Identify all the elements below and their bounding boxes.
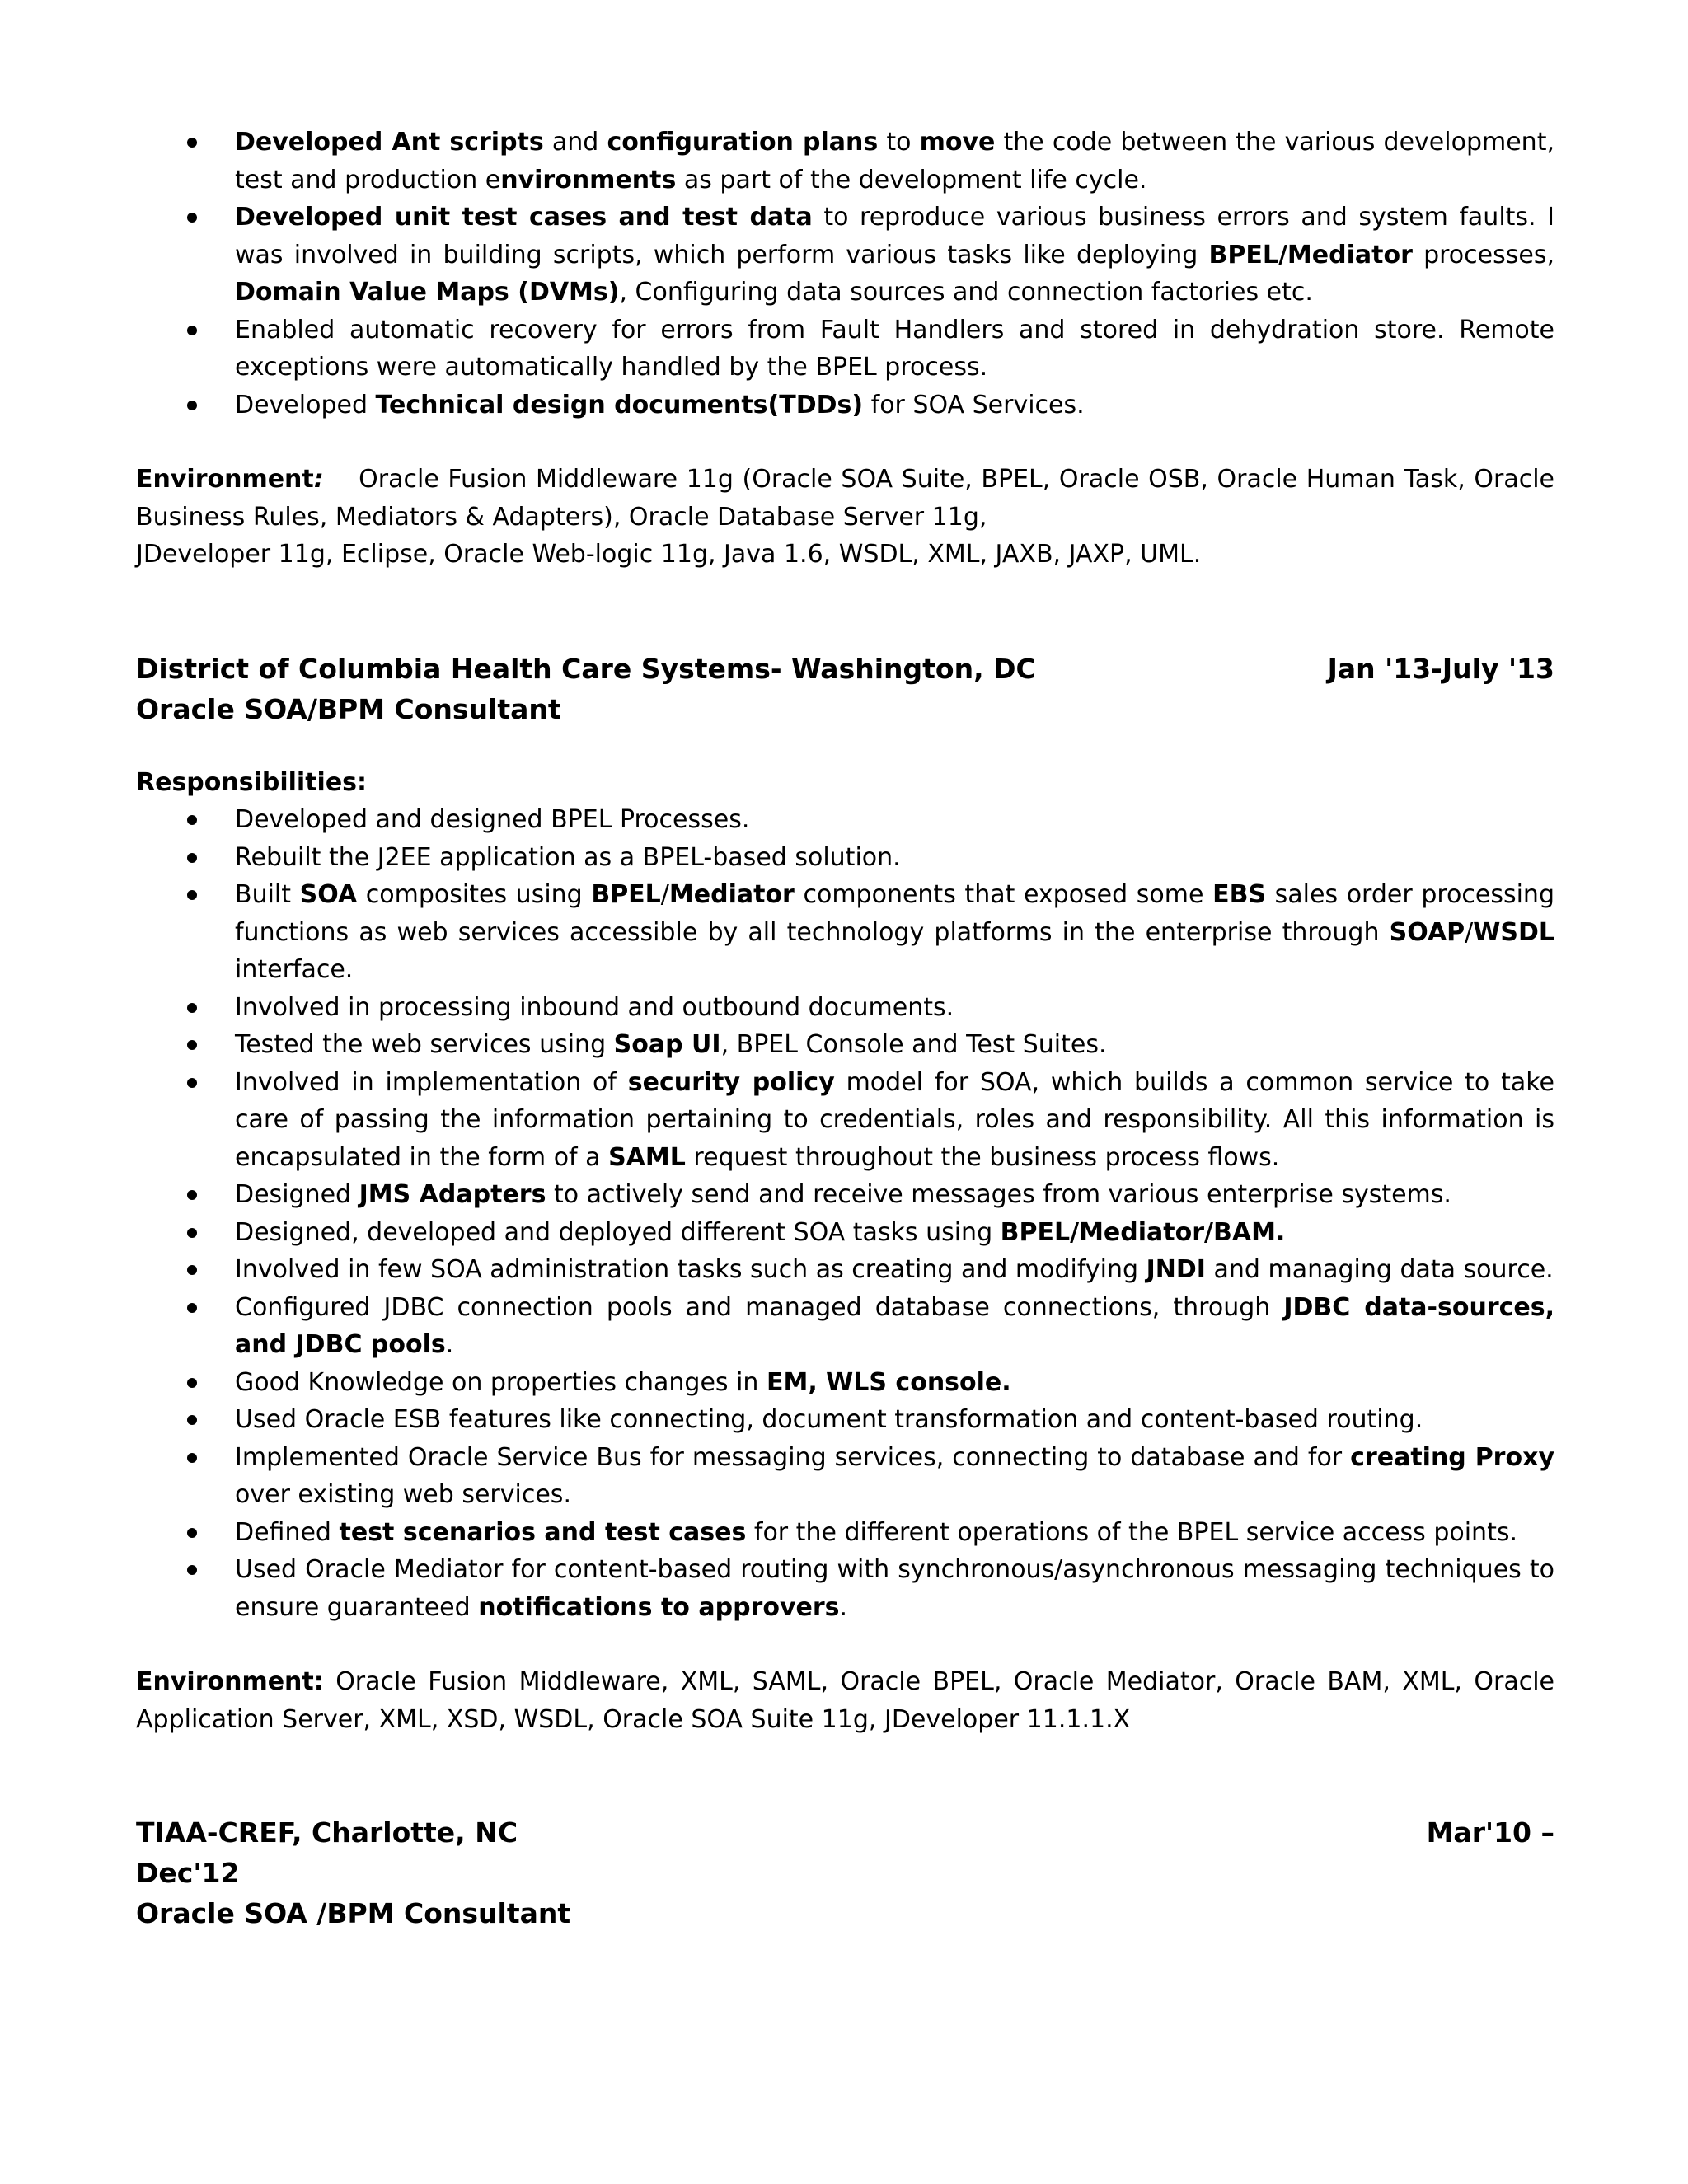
environment-label: Environment [136,465,314,494]
body-text: Used Oracle ESB features like connecting, document transformation and content-based routing. [235,1405,1423,1434]
body-text: Tested the web services using [235,1030,614,1059]
environment-text: Oracle Fusion Middleware, XML, SAML, Oracle BPEL, Oracle Mediator, Oracle BAM, XML, Oracle Application Server, XML, XSD, WSDL, Oracle SOA Suite 11g, JDeveloper 11.1.1.X [136,1667,1554,1734]
job3-dates: Mar'10 – [1426,1816,1554,1849]
bold-text: BPEL/Mediator/BAM. [1000,1217,1286,1247]
list-item [235,1176,1554,1214]
bold-text: JNDI [1146,1255,1206,1284]
bullet-icon [187,853,197,863]
bold-text: configuration plans [607,128,879,157]
bullet-icon [187,1565,197,1575]
environment-colon: : [313,465,324,494]
bold-text: Soap UI [613,1030,721,1059]
list-item [235,801,1554,839]
body-text: model for SOA, which builds a common service to take care of passing the information pertaining to credentials, roles and responsibility. All this information is encapsulated in the form of a [235,1067,1554,1172]
body-text: . [839,1592,848,1622]
bold-text: Technical design documents(TDDs) [375,390,864,419]
job2-role: Oracle SOA/BPM Consultant [136,692,561,725]
list-item [235,1401,1554,1439]
environment-text: Oracle Fusion Middleware 11g (Oracle SOA Suite, BPEL, Oracle OSB, Oracle Human Task, Oracle Business Rules, Mediators & Adapters), Oracle Database Server 11g, [136,465,1554,532]
body-text: and [543,128,607,157]
bullet-icon [187,1303,197,1313]
body-text: Implemented Oracle Service Bus for messaging services, connecting to database and for [235,1442,1351,1472]
bold-text: Domain Value Maps (DVMs) [235,278,620,307]
job3-header [136,1812,1554,1853]
body-text: processes, [1412,240,1554,269]
bold-text: Mediator [668,880,795,909]
body-text: , BPEL Console and Test Suites. [720,1030,1107,1059]
bold-text: WSDL [1473,917,1554,947]
body-text: to reproduce various business errors and system faults. I was involved in building scripts, which perform various tasks like deploying [235,203,1554,269]
list-item [235,387,1554,424]
section1-environment-line2: JDeveloper 11g, Eclipse, Oracle Web-logic 11g, Java 1.6, WSDL, XML, JAXB, JAXP, UML. [136,540,1202,569]
list-item [235,124,1554,199]
body-text: Built [235,880,300,909]
job2-dates: Jan '13-July '13 [1327,652,1554,685]
job2-responsibilities-label: Responsibilities: [136,767,368,797]
body-text: request throughout the business process flows. [685,1142,1280,1172]
body-text: , Configuring data sources and connection factories etc. [619,278,1313,307]
job2-header [136,649,1554,689]
bullet-icon [187,1228,197,1238]
bullet-icon [187,1003,197,1013]
body-text: over existing web services. [235,1480,571,1509]
body-text: interface. [235,955,354,984]
bullet-icon [187,1528,197,1538]
bold-text: EBS [1212,880,1267,909]
body-text: Designed [235,1180,359,1209]
bold-text: EM, WLS console. [766,1367,1011,1397]
body-text: Developed [235,390,376,419]
body-text: . [445,1330,454,1359]
bold-text: SAML [608,1142,686,1172]
list-item [235,839,1554,877]
bold-text: SOA [299,880,358,909]
list-item [235,199,1554,312]
section1-bullet-list [136,124,1554,424]
bold-text: JDBC data-sources, and JDBC pools [235,1292,1554,1359]
list-item [235,1026,1554,1064]
body-text: Rebuilt the J2EE application as a BPEL-based solution. [235,842,901,872]
bullet-icon [187,1078,197,1088]
body-text: / [1465,917,1474,947]
body-text: composites using [357,880,592,909]
body-text: Good Knowledge on properties changes in [235,1367,767,1397]
body-text: for SOA Services. [863,390,1085,419]
bullet-icon [187,1040,197,1050]
section1-environment [136,461,1554,536]
bullet-icon [187,815,197,825]
body-text: Designed, developed and deployed different SOA tasks using [235,1217,1001,1247]
bullet-icon [187,1190,197,1200]
bullet-icon [187,401,197,410]
body-text: / [660,880,669,909]
bullet-icon [187,213,197,223]
list-item [235,1289,1554,1364]
body-text: components that exposed some [794,880,1213,909]
list-item [235,1439,1554,1514]
bold-text: BPEL [591,880,661,909]
list-item [235,1251,1554,1289]
body-text: Enabled automatic recovery for errors from Fault Handlers and stored in dehydration store. Remote exceptions were automatically handled by the BPEL process. [235,315,1554,382]
bold-text: notifications to approvers [478,1592,840,1622]
bold-text: nvironments [500,165,677,194]
environment-label: Environment: [136,1667,324,1696]
list-item [235,1514,1554,1552]
job2-company: District of Columbia Health Care Systems- Washington, DC [136,652,1036,685]
bold-text: move [919,128,996,157]
bullet-icon [187,890,197,900]
list-item [235,312,1554,387]
bold-text: creating Proxy [1350,1442,1554,1472]
bullet-icon [187,1378,197,1388]
bullet-icon [187,138,197,148]
list-item [235,1064,1554,1177]
body-text: as part of the development life cycle. [676,165,1147,194]
list-item [235,1551,1554,1626]
bullet-icon [187,1453,197,1463]
bold-text: BPEL/Mediator [1208,240,1413,269]
job2-bullet-list [136,801,1554,1626]
bullet-icon [187,1265,197,1275]
body-text: Involved in processing inbound and outbound documents. [235,992,954,1022]
body-text: the code between the various development, test and production e [235,128,1554,194]
body-text: Defined [235,1517,340,1547]
list-item [235,876,1554,989]
bullet-icon [187,1415,197,1425]
body-text: to actively send and receive messages from various enterprise systems. [546,1180,1451,1209]
bold-text: JMS Adapters [359,1180,546,1209]
bullet-icon [187,326,197,335]
job3-role: Oracle SOA /BPM Consultant [136,1897,571,1929]
list-item [235,1214,1554,1252]
body-text: and managing data source. [1205,1255,1554,1284]
body-text: for the different operations of the BPEL service access points. [746,1517,1517,1547]
job2-environment [136,1663,1554,1738]
bold-text: Developed Ant scripts [235,128,544,157]
body-text: Used Oracle Mediator for content-based routing with synchronous/asynchronous messaging techniques to ensure guaranteed [235,1555,1554,1622]
body-text: Configured JDBC connection pools and managed database connections, through [235,1292,1284,1322]
list-item [235,989,1554,1027]
job3-dates-continued: Dec'12 [136,1857,240,1889]
body-text: Developed and designed BPEL Processes. [235,805,750,834]
bold-text: Developed unit test cases and test data [235,203,813,232]
body-text: Involved in few SOA administration tasks such as creating and modifying [235,1255,1146,1284]
body-text: Involved in implementation of [235,1067,628,1097]
job3-company: TIAA-CREF, Charlotte, NC [136,1816,518,1849]
bold-text: SOAP [1389,917,1465,947]
body-text: to [878,128,920,157]
list-item [235,1364,1554,1402]
bold-text: security policy [627,1067,835,1097]
body-text: sales order processing functions as web services accessible by all technology platforms in the enterprise through [235,880,1554,947]
bold-text: test scenarios and test cases [339,1517,747,1547]
